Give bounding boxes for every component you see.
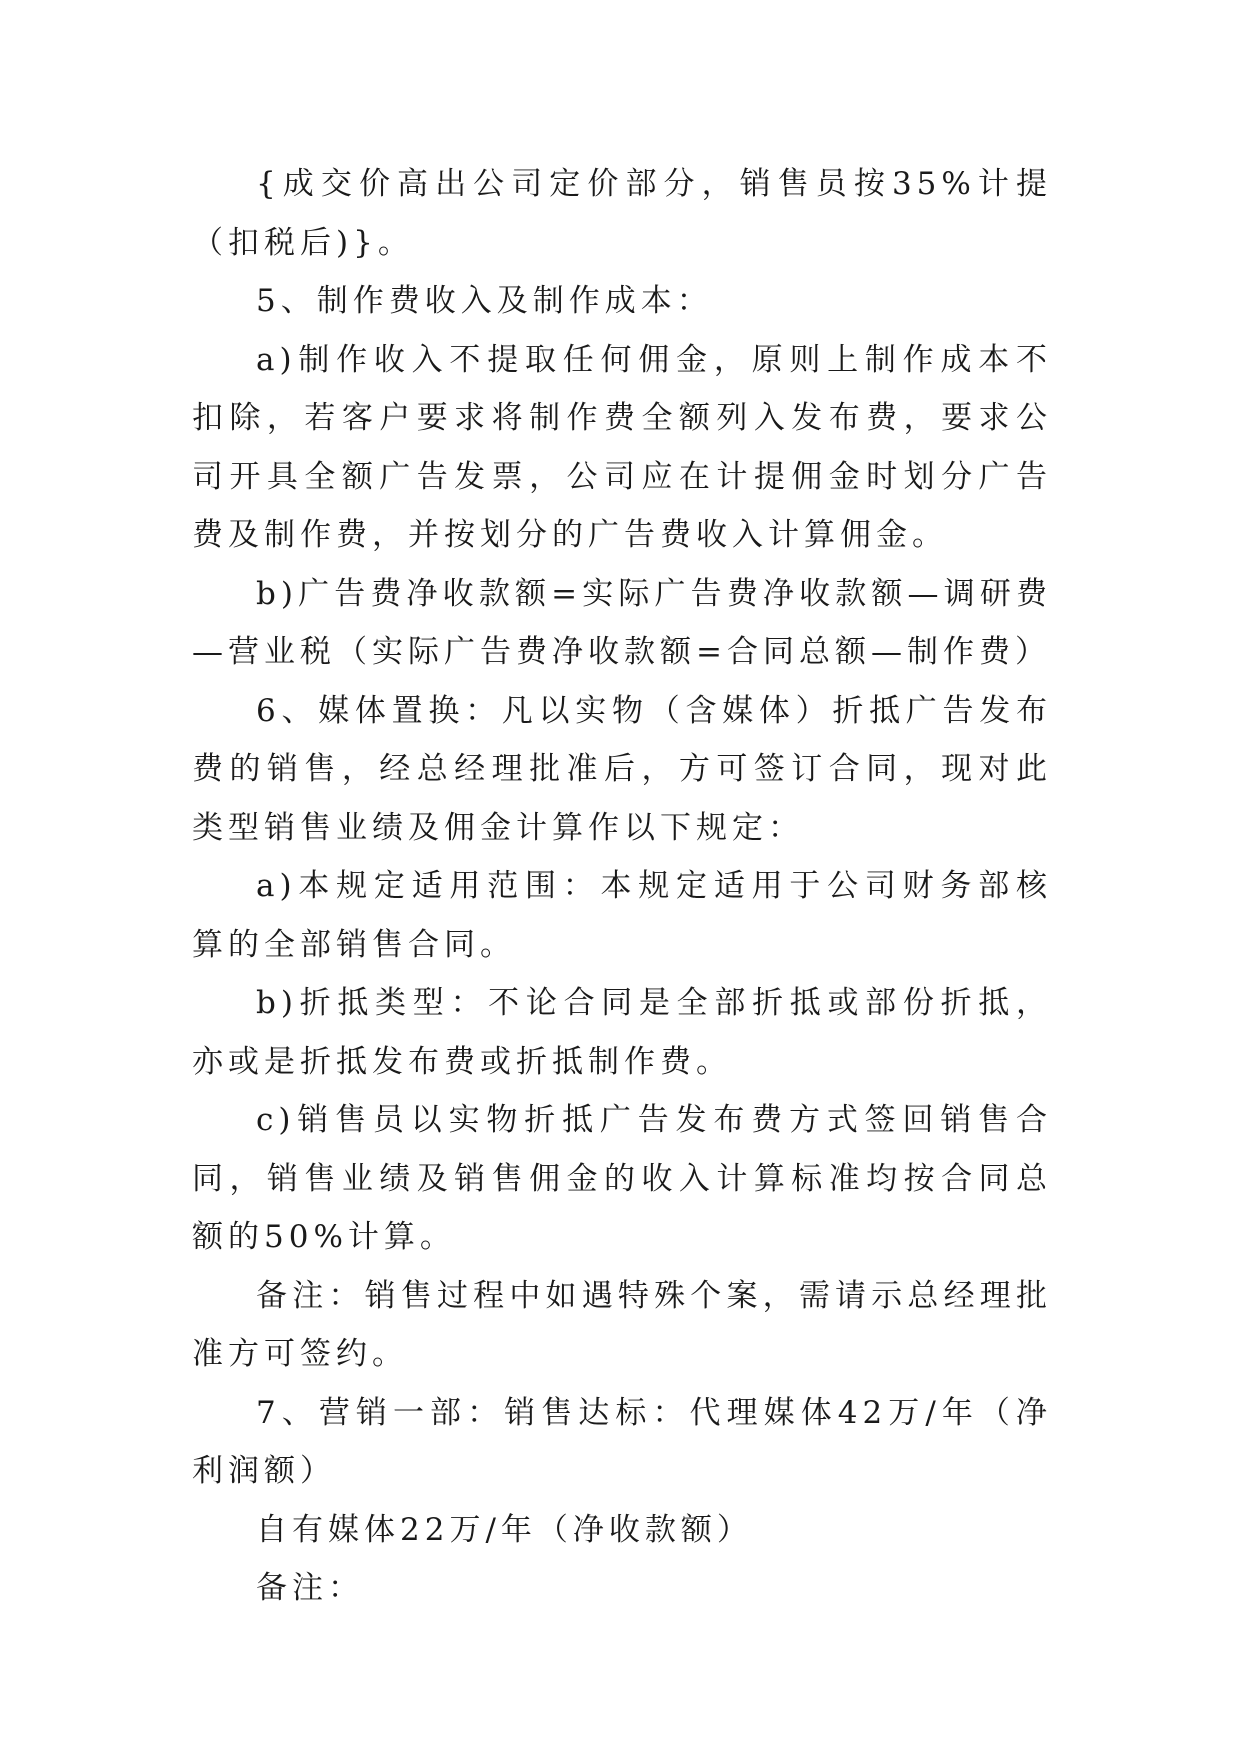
- paragraph-note-label: 备注：: [256, 1570, 364, 1606]
- paragraph-media-exchange-b: b)折抵类型：不论合同是全部折抵或部份折抵，亦或是折抵发布费或折抵制作费。: [192, 985, 1052, 1080]
- paragraph-note-special-case: 备注：销售过程中如遇特殊个案，需请示总经理批准方可签约。: [192, 1277, 1052, 1372]
- paragraph-media-exchange-c: c)销售员以实物折抵广告发布费方式签回销售合同，销售业绩及销售佣金的收入计算标准均按合同总额的50%计算。: [192, 1102, 1052, 1255]
- paragraph-production-fee-a: a)制作收入不提取任何佣金，原则上制作成本不扣除，若客户要求将制作费全额列入发布费，要求公司开具全额广告发票，公司应在计提佣金时划分广告费及制作费，并按划分的广告费收入计算佣金。: [192, 341, 1052, 553]
- paragraph-media-exchange: 6、媒体置换：凡以实物（含媒体）折抵广告发布费的销售，经总经理批准后，方可签订合同，现对此类型销售业绩及佣金计算作以下规定：: [192, 692, 1052, 846]
- paragraph-production-fee-heading: 5、制作费收入及制作成本：: [256, 283, 713, 319]
- paragraph-media-exchange-a: a)本规定适用范围：本规定适用于公司财务部核算的全部销售合同。: [192, 868, 1052, 963]
- paragraph-commission-excess: {成交价高出公司定价部分，销售员按35%计提（扣税后)}。: [192, 166, 1052, 261]
- paragraph-own-media-target: 自有媒体22万/年（净收款额）: [256, 1511, 753, 1548]
- paragraph-production-fee-b: b)广告费净收款额=实际广告费净收款额—调研费—营业税（实际广告费净收款额=合同总额—制作费）: [192, 575, 1052, 670]
- paragraph-marketing-dept-one: 7、营销一部：销售达标：代理媒体42万/年（净利润额）: [192, 1394, 1052, 1489]
- document-body: [192, 155, 1052, 1618]
